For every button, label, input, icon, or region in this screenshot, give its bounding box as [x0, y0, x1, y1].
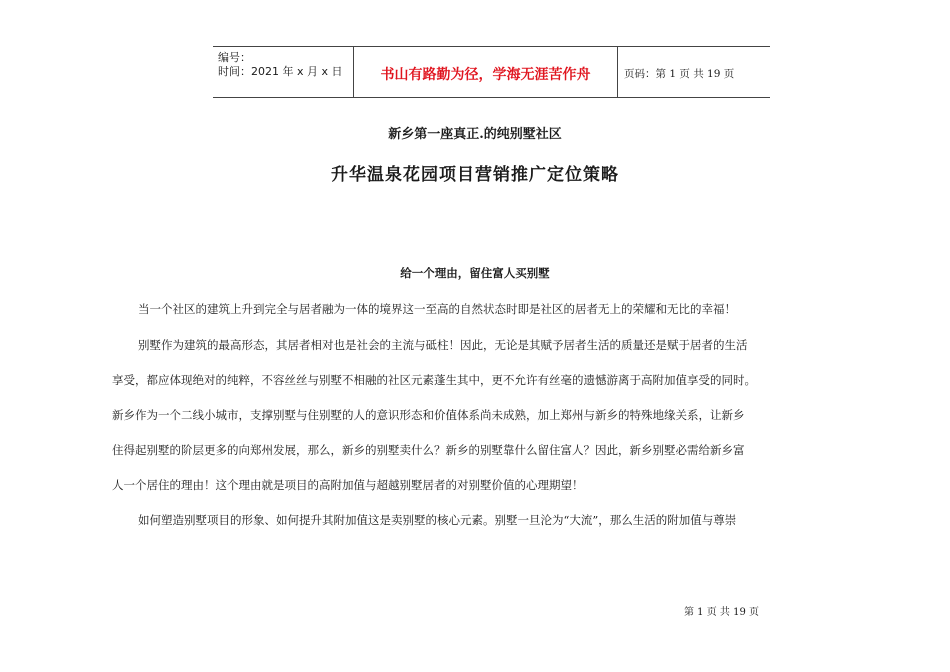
document-title: 升华温泉花园项目营销推广定位策略: [331, 165, 619, 185]
section-heading: 给一个理由，留住富人买别墅: [400, 266, 550, 280]
paragraph-line: 别墅作为建筑的最高形态，其居者相对也是社会的主流与砥柱！因此，无论是其赋予居者生活的质量还是赋于居者的生活: [138, 338, 748, 352]
header-meta-cell: [213, 47, 354, 97]
code-label: 编号：: [218, 51, 251, 64]
paragraph-line: 新乡作为一个二线小城市，支撑别墅与住别墅的人的意识形态和价值体系尚未成熟，加上郑州与新乡的特殊地缘关系，让新乡: [112, 408, 745, 422]
page-footer: 第 1 页 共 19 页: [684, 607, 759, 618]
header-page-info: 页码：第 1 页 共 19 页: [624, 68, 735, 80]
header-motto-cell: [354, 47, 618, 97]
motto-text: 书山有路勤为径，学海无涯苦作舟: [380, 67, 591, 83]
document-header: [213, 46, 770, 98]
document-subtitle: 新乡第一座真正.的纯别墅社区: [388, 127, 562, 142]
paragraph-line: 人一个居住的理由！这个理由就是项目的高附加值与超越别墅居者的对别墅价值的心理期望！: [112, 478, 584, 492]
paragraph-line: 住得起别墅的阶层更多的向郑州发展，那么，新乡的别墅卖什么？新乡的别墅靠什么留住富人？因此，新乡别墅必需给新乡富: [112, 443, 745, 457]
header-page-cell: [618, 47, 770, 97]
paragraph-line: 享受，都应体现绝对的纯粹，不容丝丝与别墅不相融的社区元素蓬生其中，更不允许有丝毫的遗憾游离于高附加值享受的同时。: [112, 373, 756, 387]
time-label: 时间：2021 年 x 月 x 日: [218, 65, 343, 78]
paragraph-line: 如何塑造别墅项目的形象、如何提升其附加值这是卖别墅的核心元素。别墅一旦沦为“大流”，那么生活的附加值与尊崇: [138, 513, 737, 527]
paragraph-line: 当一个社区的建筑上升到完全与居者融为一体的境界这一至高的自然状态时即是社区的居者无上的荣耀和无比的幸福！: [138, 302, 736, 316]
